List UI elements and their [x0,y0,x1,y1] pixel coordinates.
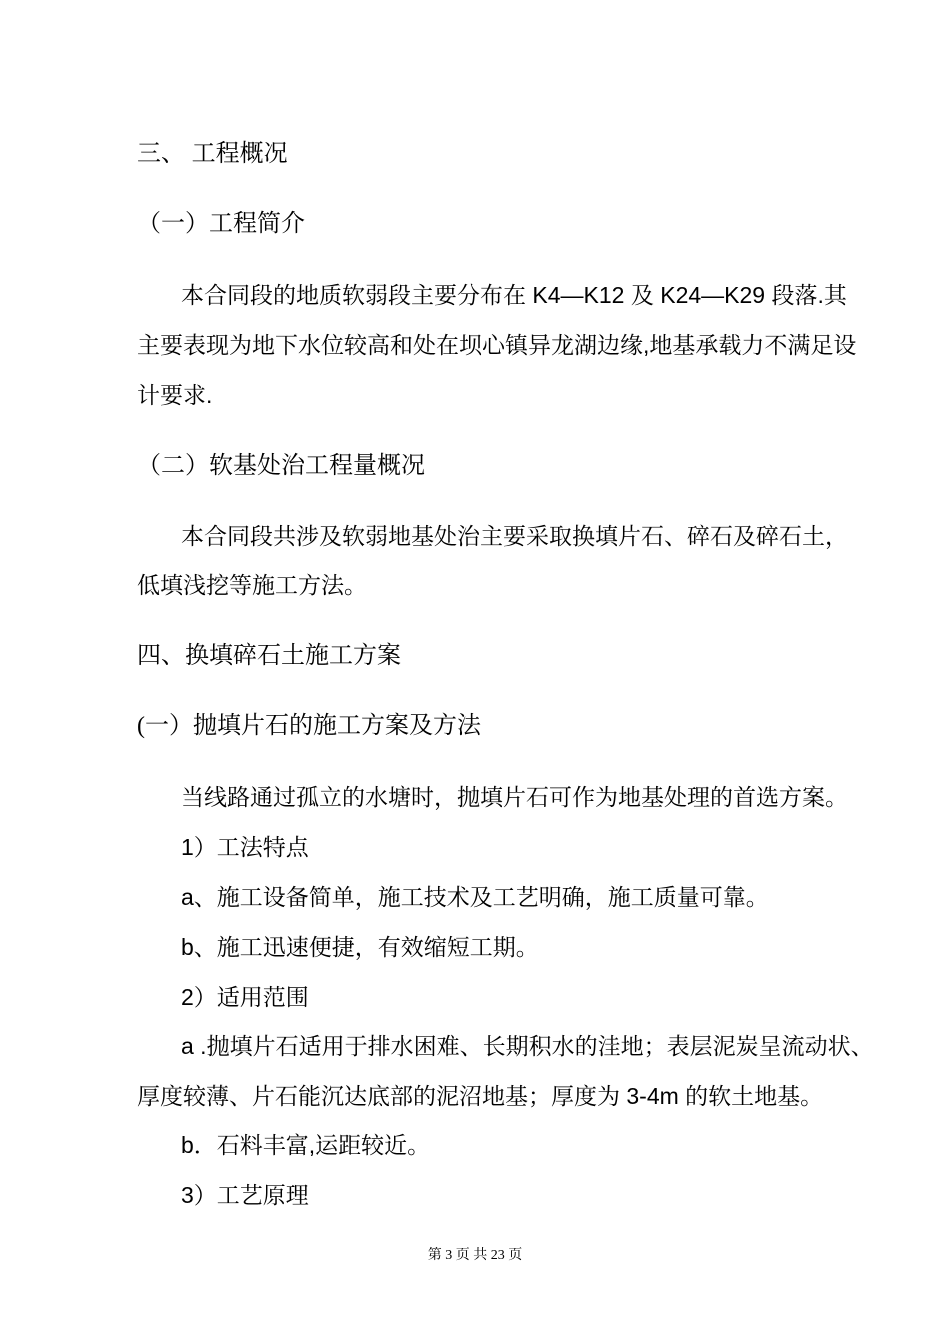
list-item: a .抛填片石适用于排水困难、长期积水的洼地；表层泥炭呈流动状、 [181,1033,874,1059]
list-item: a、施工设备简单，施工技术及工艺明确，施工质量可靠。 [181,884,769,910]
list-item: b．石料丰富,运距较近。 [181,1132,431,1158]
paragraph-line: 计要求. [137,382,213,408]
list-item-title: 1）工法特点 [181,834,309,860]
subsection-rubble-fill-heading: (一）抛填片石的施工方案及方法 [137,713,481,739]
list-item-title: 3）工艺原理 [181,1182,309,1208]
section-4-heading: 四、换填碎石土施工方案 [137,642,401,669]
paragraph-line: 本合同段共涉及软弱地基处治主要采取换填片石、碎石及碎石土， [181,523,848,549]
subsection-project-intro-heading: （一）工程简介 [137,211,305,237]
list-item: 厚度较薄、片石能沉达底部的泥沼地基；厚度为 3-4m 的软土地基。 [137,1083,824,1109]
paragraph-line: 主要表现为地下水位较高和处在坝心镇异龙湖边缘,地基承载力不满足设 [137,332,857,358]
paragraph-line: 当线路通过孤立的水塘时，抛填片石可作为地基处理的首选方案。 [181,784,848,810]
page-number-footer: 第 3 页 共 23 页 [427,1248,523,1263]
list-item: b、施工迅速便捷，有效缩短工期。 [181,934,539,960]
subsection-soft-foundation-heading: （二）软基处治工程量概况 [137,453,425,479]
list-item-title: 2）适用范围 [181,984,309,1010]
paragraph-line: 低填浅挖等施工方法。 [137,572,367,598]
section-3-heading: 三、 工程概况 [137,140,288,167]
paragraph-line: 本合同段的地质软弱段主要分布在 K4—K12 及 K24—K29 段落.其 [181,282,847,308]
